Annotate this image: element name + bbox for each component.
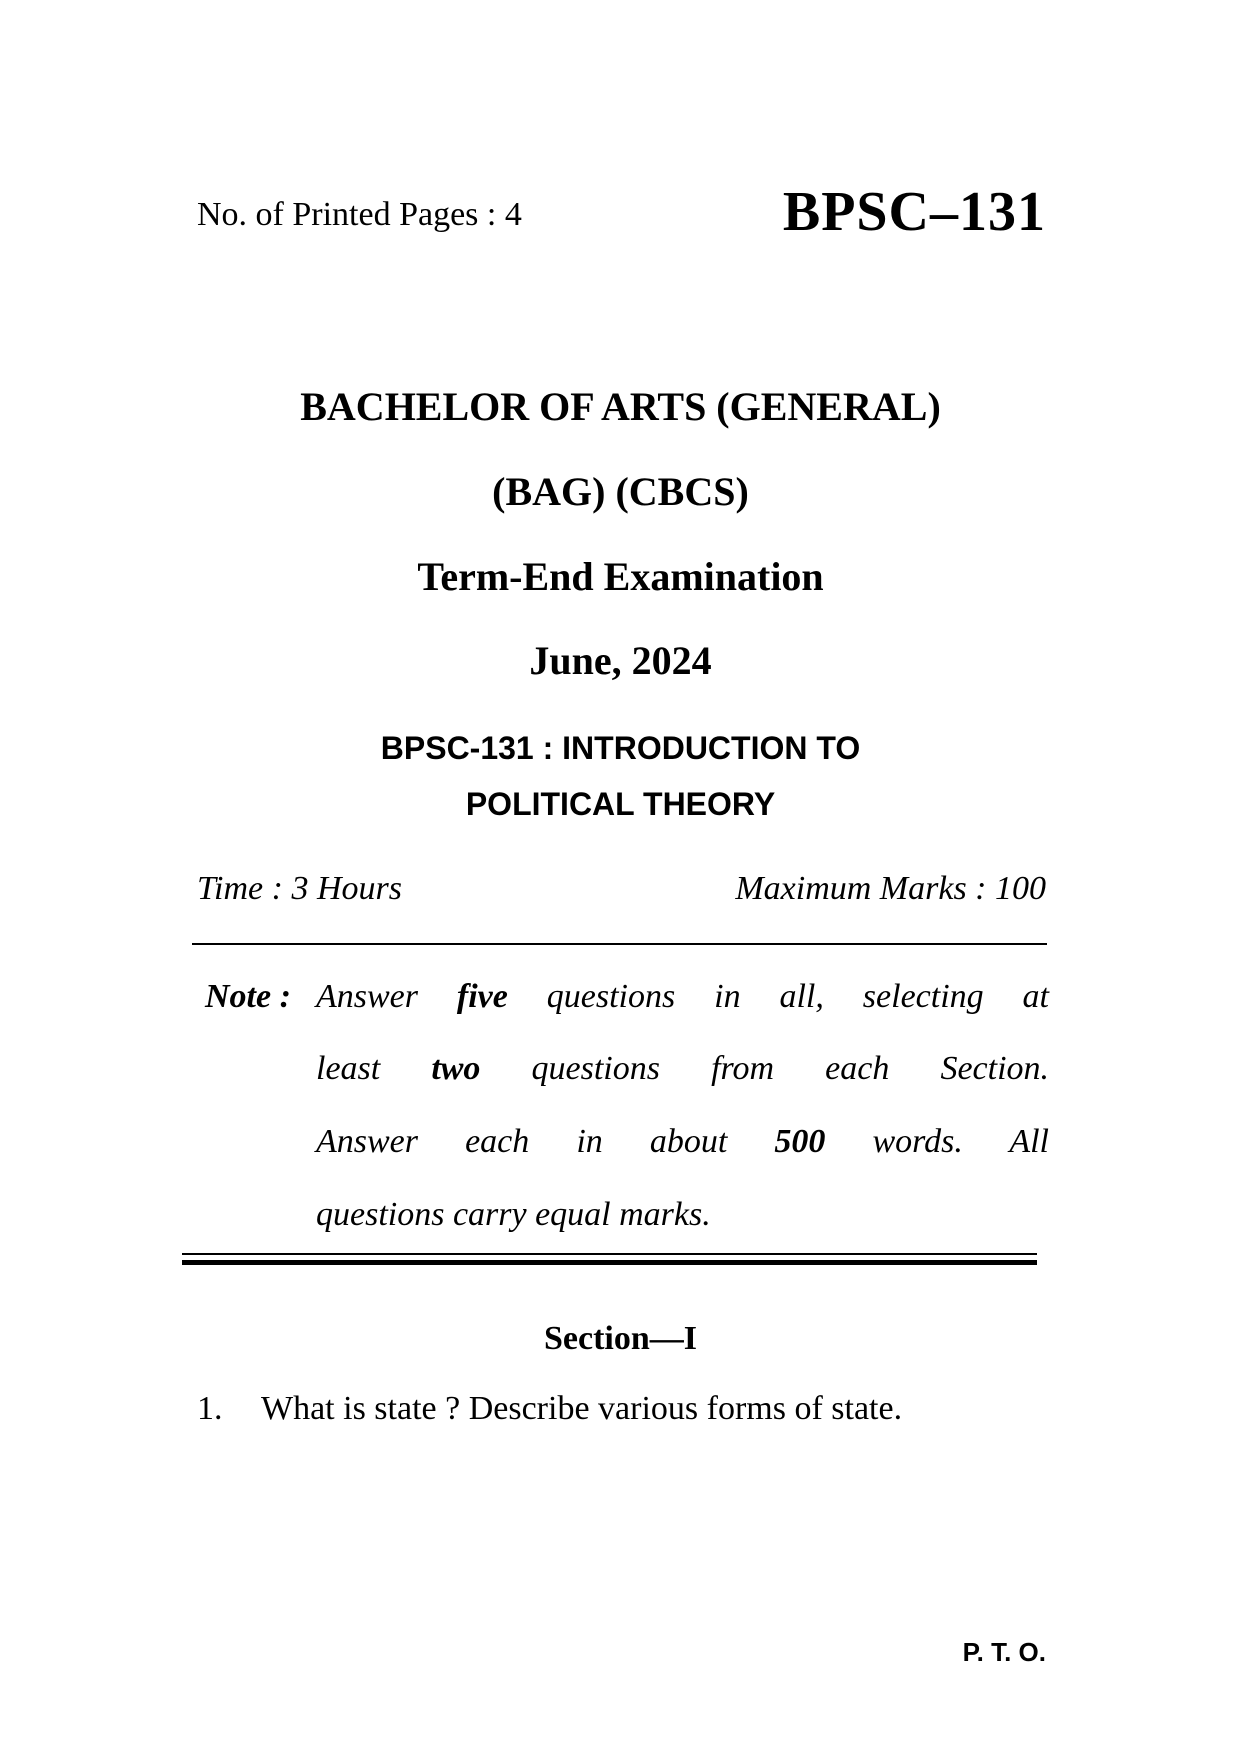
note-emphasis-word: five (456, 978, 508, 1015)
note-line-4 (316, 1196, 1049, 1234)
note-line-3 (316, 1123, 1049, 1161)
course-title-line-2: POLITICAL THEORY (465, 786, 776, 822)
note-word: about (649, 1123, 728, 1160)
note-word: each (825, 1050, 890, 1087)
divider-line (192, 943, 1047, 945)
please-turn-over: P. T. O. (962, 1637, 1046, 1667)
maximum-marks: Maximum Marks : 100 (735, 870, 1046, 907)
note-word: selecting (862, 978, 984, 1015)
note-word: all, (779, 978, 824, 1015)
exam-name: Term-End Examination (417, 554, 824, 599)
section-heading: Section—I (544, 1320, 697, 1357)
course-title-line-1: BPSC-131 : INTRODUCTION TO (380, 730, 861, 766)
note-word: each (465, 1123, 530, 1160)
exam-duration: Time : 3 Hours (197, 870, 402, 907)
note-word: Section. (940, 1050, 1050, 1087)
note-emphasis-word: 500 (774, 1123, 826, 1160)
note-word: questions (546, 978, 676, 1015)
note-line-2 (316, 1050, 1049, 1088)
note-emphasis-word: two (431, 1050, 481, 1087)
question-number: 1. (197, 1390, 223, 1427)
programme-subtitle: (BAG) (CBCS) (492, 469, 749, 514)
printed-pages-count: No. of Printed Pages : 4 (197, 196, 522, 233)
exam-date: June, 2024 (529, 638, 712, 683)
note-word: Answer (316, 1123, 418, 1160)
double-rule-thin (182, 1253, 1037, 1255)
note-word: Answer (316, 978, 418, 1015)
paper-code: BPSC–131 (782, 181, 1046, 243)
note-word: at (1022, 978, 1049, 1015)
question-text: What is state ? Describe various forms of state. (261, 1390, 903, 1427)
note-label: Note : (205, 978, 291, 1015)
note-word: least (316, 1050, 381, 1087)
note-word: in (714, 978, 741, 1015)
double-rule-thick (182, 1260, 1037, 1265)
note-word: All (1009, 1123, 1050, 1160)
note-word: from (711, 1050, 775, 1087)
note-word: in (576, 1123, 603, 1160)
programme-title: BACHELOR OF ARTS (GENERAL) (300, 384, 941, 429)
note-word: words. (872, 1123, 963, 1160)
note-word: questions carry equal marks. (316, 1196, 711, 1233)
note-word: questions (531, 1050, 660, 1087)
note-line-1 (316, 978, 1049, 1016)
